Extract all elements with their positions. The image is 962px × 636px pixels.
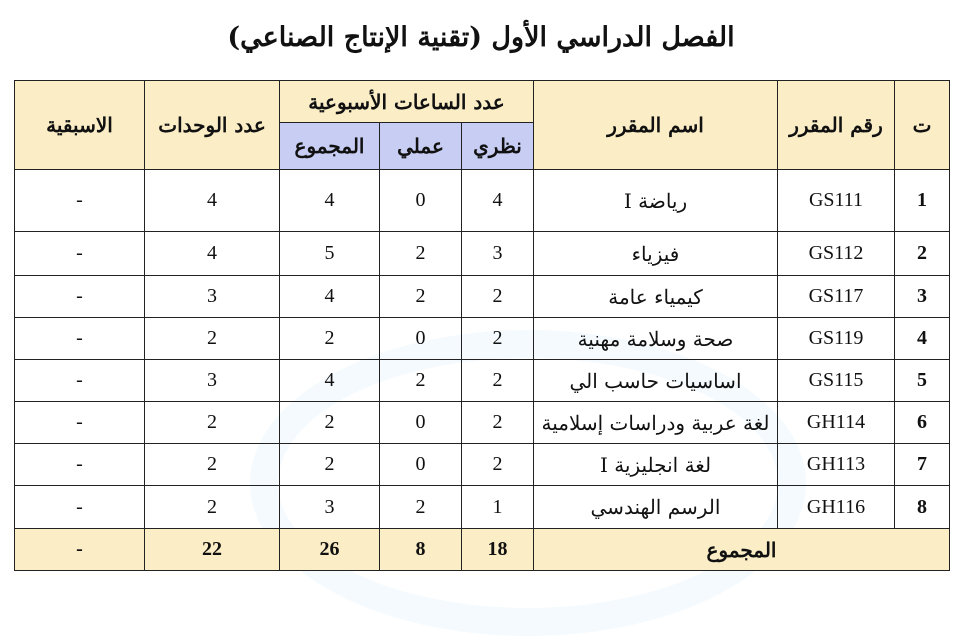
header-index: ت bbox=[895, 81, 950, 170]
prerequisite: - bbox=[15, 486, 145, 529]
theory-hours: 2 bbox=[462, 318, 534, 360]
total-hours: 4 bbox=[280, 170, 380, 232]
prerequisite: - bbox=[15, 360, 145, 402]
prerequisite: - bbox=[15, 444, 145, 486]
totals-label: المجموع bbox=[534, 529, 950, 571]
course-name: رياضة I bbox=[534, 170, 778, 232]
totals-total: 26 bbox=[280, 529, 380, 571]
row-index: 6 bbox=[895, 402, 950, 444]
header-prerequisite: الاسبقية bbox=[15, 81, 145, 170]
course-name: لغة عربية ودراسات إسلامية bbox=[534, 402, 778, 444]
course-code: GH114 bbox=[778, 402, 895, 444]
theory-hours: 1 bbox=[462, 486, 534, 529]
theory-hours: 2 bbox=[462, 360, 534, 402]
prerequisite: - bbox=[15, 232, 145, 276]
practical-hours: 0 bbox=[380, 318, 462, 360]
course-code: GS111 bbox=[778, 170, 895, 232]
total-hours: 2 bbox=[280, 318, 380, 360]
prerequisite: - bbox=[15, 402, 145, 444]
page-title: الفصل الدراسي الأول (تقنية الإنتاج الصناعي) bbox=[227, 22, 735, 53]
table-row bbox=[15, 232, 950, 276]
course-name: فيزياء bbox=[534, 232, 778, 276]
header-theory: نظري bbox=[462, 123, 534, 170]
units: 4 bbox=[145, 170, 280, 232]
table-row bbox=[15, 486, 950, 529]
course-name: كيمياء عامة bbox=[534, 276, 778, 318]
table-row bbox=[15, 402, 950, 444]
course-name: اساسيات حاسب الي bbox=[534, 360, 778, 402]
header-weekly-hours: عدد الساعات الأسبوعية bbox=[280, 81, 534, 123]
curriculum-table bbox=[14, 80, 950, 571]
units: 2 bbox=[145, 318, 280, 360]
totals-units: 22 bbox=[145, 529, 280, 571]
table-row bbox=[15, 170, 950, 232]
theory-hours: 2 bbox=[462, 402, 534, 444]
table-row bbox=[15, 276, 950, 318]
row-index: 7 bbox=[895, 444, 950, 486]
course-name: لغة انجليزية I bbox=[534, 444, 778, 486]
course-name: الرسم الهندسي bbox=[534, 486, 778, 529]
course-name: صحة وسلامة مهنية bbox=[534, 318, 778, 360]
course-code: GH113 bbox=[778, 444, 895, 486]
units: 3 bbox=[145, 360, 280, 402]
practical-hours: 0 bbox=[380, 402, 462, 444]
units: 3 bbox=[145, 276, 280, 318]
units: 2 bbox=[145, 444, 280, 486]
course-code: GS112 bbox=[778, 232, 895, 276]
row-index: 4 bbox=[895, 318, 950, 360]
row-index: 1 bbox=[895, 170, 950, 232]
row-index: 5 bbox=[895, 360, 950, 402]
theory-hours: 3 bbox=[462, 232, 534, 276]
theory-hours: 2 bbox=[462, 444, 534, 486]
header-total: المجموع bbox=[280, 123, 380, 170]
practical-hours: 0 bbox=[380, 170, 462, 232]
totals-prerequisite: - bbox=[15, 529, 145, 571]
total-hours: 5 bbox=[280, 232, 380, 276]
units: 2 bbox=[145, 402, 280, 444]
practical-hours: 0 bbox=[380, 444, 462, 486]
course-code: GS119 bbox=[778, 318, 895, 360]
total-hours: 2 bbox=[280, 444, 380, 486]
header-practical: عملي bbox=[380, 123, 462, 170]
totals-theory: 18 bbox=[462, 529, 534, 571]
course-code: GS115 bbox=[778, 360, 895, 402]
theory-hours: 2 bbox=[462, 276, 534, 318]
header-course-name: اسم المقرر bbox=[534, 81, 778, 170]
header-units: عدد الوحدات bbox=[145, 81, 280, 170]
table-row bbox=[15, 444, 950, 486]
row-index: 8 bbox=[895, 486, 950, 529]
total-hours: 4 bbox=[280, 276, 380, 318]
table-row bbox=[15, 318, 950, 360]
header-course-code: رقم المقرر bbox=[778, 81, 895, 170]
prerequisite: - bbox=[15, 276, 145, 318]
table-row bbox=[15, 360, 950, 402]
theory-hours: 4 bbox=[462, 170, 534, 232]
totals-practical: 8 bbox=[380, 529, 462, 571]
units: 2 bbox=[145, 486, 280, 529]
practical-hours: 2 bbox=[380, 486, 462, 529]
total-hours: 3 bbox=[280, 486, 380, 529]
row-index: 2 bbox=[895, 232, 950, 276]
prerequisite: - bbox=[15, 318, 145, 360]
practical-hours: 2 bbox=[380, 276, 462, 318]
total-hours: 2 bbox=[280, 402, 380, 444]
practical-hours: 2 bbox=[380, 232, 462, 276]
course-code: GH116 bbox=[778, 486, 895, 529]
total-hours: 4 bbox=[280, 360, 380, 402]
practical-hours: 2 bbox=[380, 360, 462, 402]
prerequisite: - bbox=[15, 170, 145, 232]
row-index: 3 bbox=[895, 276, 950, 318]
course-code: GS117 bbox=[778, 276, 895, 318]
units: 4 bbox=[145, 232, 280, 276]
totals-row bbox=[15, 529, 950, 571]
